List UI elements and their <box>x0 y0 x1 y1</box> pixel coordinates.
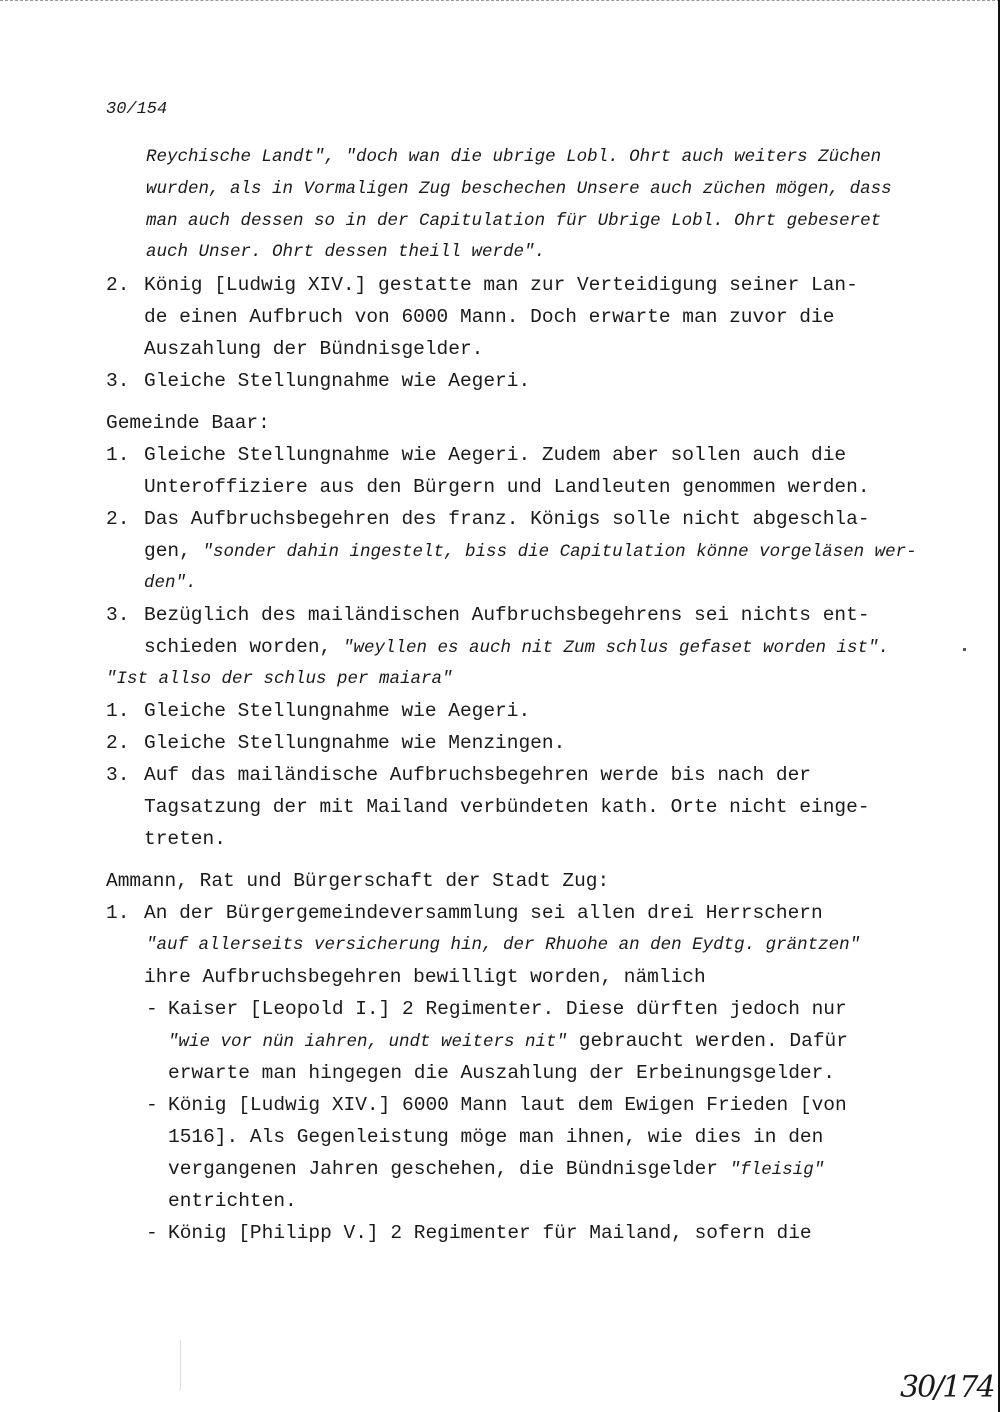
text-line: Gleiche Stellungnahme wie Aegeri. <box>144 370 531 392</box>
quote-line-4: auch Unser. Ohrt dessen theill werde". <box>146 242 546 262</box>
text-line: treten. <box>144 828 226 850</box>
text-line: Bezüglich des mailändischen Aufbruchsbegehrens sei nichts ent- <box>144 604 870 626</box>
section-heading-stadt-zug: Ammann, Rat und Bürgerschaft der Stadt Zug: <box>106 870 610 892</box>
text-line: Kaiser [Leopold I.] 2 Regimenter. Diese dürften jedoch nur <box>168 998 847 1020</box>
text-segment: gen, <box>144 540 203 562</box>
text-line: König [Ludwig XIV.] gestatte man zur Verteidigung seiner Lan- <box>144 274 858 296</box>
text-line <box>144 540 917 563</box>
text-segment: vergangenen Jahren geschehen, die Bündnisgelder <box>168 1158 730 1180</box>
item-number: 2. <box>106 732 130 754</box>
archive-page-stamp: 30/174 <box>900 1370 994 1405</box>
item-number: 3. <box>106 764 130 786</box>
quote-line-1: Reychische Landt", "doch wan die ubrige Lobl. Ohrt auch weiters Züchen <box>146 147 882 167</box>
text-line: Auszahlung der Bündnisgelder. <box>144 338 484 360</box>
text-line: 1516]. Als Gegenleistung möge man ihnen, wie dies in den <box>168 1126 824 1148</box>
list-dash: - <box>146 1222 158 1244</box>
item-number: 1. <box>106 902 130 924</box>
item-number: 2. <box>106 508 130 530</box>
list-dash: - <box>146 1094 158 1116</box>
text-line <box>168 1158 824 1181</box>
text-line: erwarte man hingegen die Auszahlung der Erbeinungsgelder. <box>168 1062 836 1084</box>
quote-segment: "fleisig" <box>729 1160 825 1180</box>
text-line: Unteroffiziere aus den Bürgern und Landleuten genommen werden. <box>144 476 870 498</box>
text-line: Tagsatzung der mit Mailand verbündeten kath. Orte nicht einge- <box>144 796 870 818</box>
quote-line: den". <box>144 573 197 593</box>
quote-line: "auf allerseits versicherung hin, der Rhuohe an den Eydtg. gräntzen" <box>146 935 861 955</box>
item-number: 1. <box>106 444 130 466</box>
text-line <box>144 636 889 659</box>
text-line: An der Bürgergemeindeversammlung sei allen drei Herrschern <box>144 902 823 924</box>
quote-line-2: wurden, als in Vormaligen Zug beschechen Unsere auch züchen mögen, dass <box>146 179 892 199</box>
quote-segment: "sonder dahin ingestelt, biss die Capitulation könne vorgeläsen wer- <box>202 542 917 562</box>
text-line: König [Philipp V.] 2 Regimenter für Mailand, sofern die <box>168 1222 812 1244</box>
quote-line-3: man auch dessen so in der Capitulation für Ubrige Lobl. Ohrt gebeseret <box>146 211 882 231</box>
text-line: Gleiche Stellungnahme wie Aegeri. <box>144 700 531 722</box>
text-line: Auf das mailändische Aufbruchsbegehren werde bis nach der <box>144 764 812 786</box>
list-dash: - <box>146 998 158 1020</box>
scan-mark <box>180 1340 181 1390</box>
item-number: 1. <box>106 700 130 722</box>
quote-segment: "wie vor nün iahren, undt weiters nit" <box>168 1032 568 1052</box>
text-segment: schieden worden, <box>144 636 343 658</box>
section-heading-quote: "Ist allso der schlus per maiara" <box>106 669 453 689</box>
text-line: entrichten. <box>168 1190 297 1212</box>
page-number: 30/154 <box>106 100 168 119</box>
text-line <box>168 1030 848 1053</box>
text-line: König [Ludwig XIV.] 6000 Mann laut dem Ewigen Frieden [von <box>168 1094 847 1116</box>
text-line: Gleiche Stellungnahme wie Aegeri. Zudem aber sollen auch die <box>144 444 847 466</box>
item-number: 2. <box>106 274 130 296</box>
item-number: 3. <box>106 604 130 626</box>
scan-top-edge <box>0 0 1000 3</box>
item-number: 3. <box>106 370 130 392</box>
text-segment: gebraucht werden. Dafür <box>567 1030 848 1052</box>
text-line: de einen Aufbruch von 6000 Mann. Doch erwarte man zuvor die <box>144 306 835 328</box>
quote-segment: "weyllen es auch nit Zum schlus gefaset worden ist". <box>342 638 890 658</box>
text-line: ihre Aufbruchsbegehren bewilligt worden, nämlich <box>144 966 706 988</box>
text-line: Gleiche Stellungnahme wie Menzingen. <box>144 732 566 754</box>
section-heading-baar: Gemeinde Baar: <box>106 412 270 434</box>
text-line: Das Aufbruchsbegehren des franz. Königs solle nicht abgeschla- <box>144 508 870 530</box>
scan-speck <box>963 648 966 651</box>
